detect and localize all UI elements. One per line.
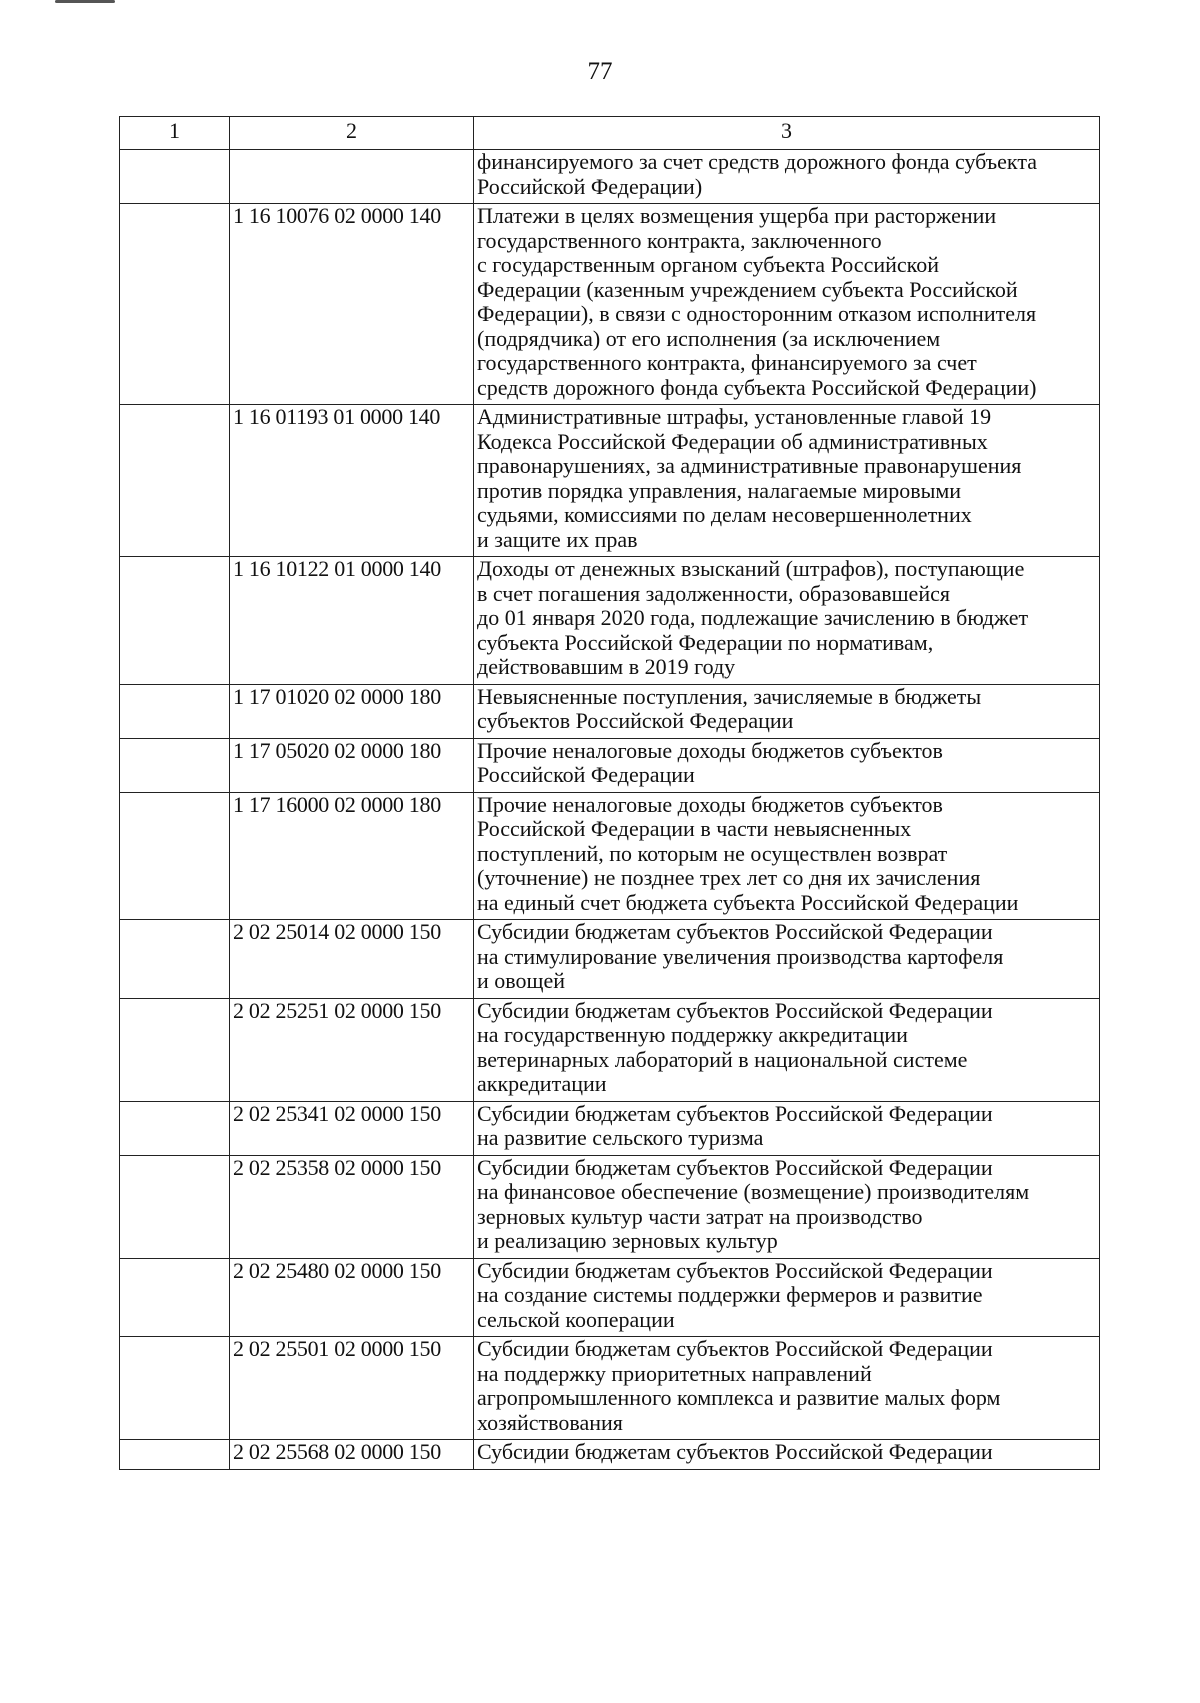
row-number-cell [120,1258,230,1337]
table-row [120,1155,1100,1258]
table-row [120,920,1100,999]
table-row [120,1258,1100,1337]
description-line: до 01 января 2020 года, подлежащие зачислению в бюджет [477,605,1029,630]
header-col-3: 3 [474,117,1100,150]
table-header-row [120,117,1100,150]
description-line: агропромышленного комплекса и развитие малых форм [477,1385,1001,1410]
income-description-cell [474,1101,1100,1155]
description-line: на создание системы поддержки фермеров и развитие [477,1282,983,1307]
budget-code-cell: 1 17 01020 02 0000 180 [230,684,474,738]
income-description-cell [474,150,1100,204]
income-description-cell [474,204,1100,405]
row-number-cell [120,738,230,792]
description-line: против порядка управления, налагаемые мировыми [477,477,962,503]
budget-code-cell: 2 02 25568 02 0000 150 [230,1440,474,1470]
description-line: государственного контракта, заключенного [477,227,882,253]
description-line: государственного контракта, финансируемого за счет [477,350,977,375]
income-description-cell [474,1258,1100,1337]
budget-code-cell [230,150,474,204]
description-line: Субсидии бюджетам субъектов Российской Федерации [477,1439,993,1464]
budget-code-cell: 1 16 10122 01 0000 140 [230,557,474,685]
row-number-cell [120,150,230,204]
description-line: Доходы от денежных взысканий (штрафов), поступающие [477,556,1025,581]
row-number-cell [120,920,230,999]
description-line: Прочие неналоговые доходы бюджетов субъектов [477,737,943,763]
table-row [120,998,1100,1101]
description-line: Субсидии бюджетам субъектов Российской Федерации [477,1336,993,1361]
description-line: и овощей [477,968,565,993]
row-number-cell [120,204,230,405]
income-description-cell [474,738,1100,792]
table-row [120,405,1100,557]
description-line: Субсидии бюджетам субъектов Российской Федерации [477,1257,993,1283]
table-row [120,1337,1100,1440]
income-description-cell [474,684,1100,738]
header-col-1: 1 [120,117,230,150]
row-number-cell [120,684,230,738]
description-line: Невыясненные поступления, зачисляемые в бюджеты [477,683,982,709]
description-line: ветеринарных лабораторий в национальной системе [477,1046,968,1072]
table-row [120,792,1100,920]
description-line: поступлений, по которым не осуществлен возврат [477,840,948,866]
description-line: Субсидии бюджетам субъектов Российской Федерации [477,1154,993,1180]
description-line: хозяйствования [477,1409,623,1435]
budget-code-cell: 2 02 25358 02 0000 150 [230,1155,474,1258]
budget-code-cell: 1 17 05020 02 0000 180 [230,738,474,792]
income-description-cell [474,1155,1100,1258]
table-row [120,1440,1100,1470]
page-number: 77 [587,58,613,85]
description-line: действовавшим в 2019 году [477,654,736,679]
description-line: сельской кооперации [477,1306,675,1332]
budget-code-cell: 2 02 25501 02 0000 150 [230,1337,474,1440]
scan-mark [55,0,115,3]
income-description-cell [474,557,1100,685]
row-number-cell [120,792,230,920]
description-line: и реализацию зерновых культур [477,1228,778,1253]
description-line: Федерации (казенным учреждением субъекта Российской [477,276,1018,302]
description-line: (подрядчика) от его исполнения (за исключением [477,325,941,351]
header-col-2: 2 [230,117,474,150]
budget-codes-table [119,116,1100,1470]
description-line: с государственным органом субъекта Российской [477,252,939,277]
budget-code-cell: 2 02 25014 02 0000 150 [230,920,474,999]
description-line: Российской Федерации [477,762,695,787]
description-line: Российской Федерации) [477,173,703,199]
row-number-cell [120,1155,230,1258]
description-line: судьями, комиссиями по делам несовершеннолетних [477,502,972,527]
description-line: правонарушениях, за административные правонарушения [477,453,1022,478]
row-number-cell [120,557,230,685]
income-description-cell [474,792,1100,920]
income-description-cell [474,998,1100,1101]
description-line: субъектов Российской Федерации [477,708,794,733]
row-number-cell [120,998,230,1101]
row-number-cell [120,1337,230,1440]
budget-code-cell: 2 02 25480 02 0000 150 [230,1258,474,1337]
description-line: на поддержку приоритетных направлений [477,1360,872,1386]
income-description-cell [474,405,1100,557]
budget-code-cell: 2 02 25251 02 0000 150 [230,998,474,1101]
budget-code-cell: 2 02 25341 02 0000 150 [230,1101,474,1155]
description-line: в счет погашения задолженности, образовавшейся [477,580,950,606]
income-description-cell [474,1440,1100,1470]
description-line: Административные штрафы, установленные главой 19 [477,404,992,429]
description-line: на развитие сельского туризма [477,1125,764,1150]
description-line: Субсидии бюджетам субъектов Российской Федерации [477,1100,993,1126]
budget-code-cell: 1 16 10076 02 0000 140 [230,204,474,405]
description-line: (уточнение) не позднее трех лет со дня их зачисления [477,865,981,890]
table-row [120,204,1100,405]
description-line: Российской Федерации в части невыясненных [477,816,912,841]
description-line: аккредитации [477,1071,607,1096]
income-description-cell [474,920,1100,999]
income-description-cell [474,1337,1100,1440]
description-line: средств дорожного фонда субъекта Российской Федерации) [477,374,1037,400]
table-row [120,738,1100,792]
description-line: Прочие неналоговые доходы бюджетов субъектов [477,791,943,817]
description-line: на государственную поддержку аккредитации [477,1022,908,1047]
table-row [120,1101,1100,1155]
description-line: на стимулирование увеличения производства картофеля [477,943,1004,969]
description-line: Платежи в целях возмещения ущерба при расторжении [477,203,997,228]
table-row [120,557,1100,685]
description-line: Субсидии бюджетам субъектов Российской Федерации [477,997,993,1023]
description-line: зерновых культур части затрат на производство [477,1203,923,1229]
table-body [120,150,1100,1470]
table-row [120,150,1100,204]
description-line: на единый счет бюджета субъекта Российской Федерации [477,889,1019,915]
description-line: Субсидии бюджетам субъектов Российской Федерации [477,919,993,944]
row-number-cell [120,405,230,557]
row-number-cell [120,1101,230,1155]
description-line: Федерации), в связи с односторонним отказом исполнителя [477,301,1037,326]
description-line: субъекта Российской Федерации по нормативам, [477,629,934,655]
description-line: и защите их прав [477,526,638,552]
description-line: на финансовое обеспечение (возмещение) производителям [477,1179,1030,1204]
row-number-cell [120,1440,230,1470]
description-line: Кодекса Российской Федерации об административных [477,428,988,454]
budget-code-cell: 1 16 01193 01 0000 140 [230,405,474,557]
budget-code-cell: 1 17 16000 02 0000 180 [230,792,474,920]
table-row [120,684,1100,738]
description-line: финансируемого за счет средств дорожного фонда субъекта [477,149,1037,174]
